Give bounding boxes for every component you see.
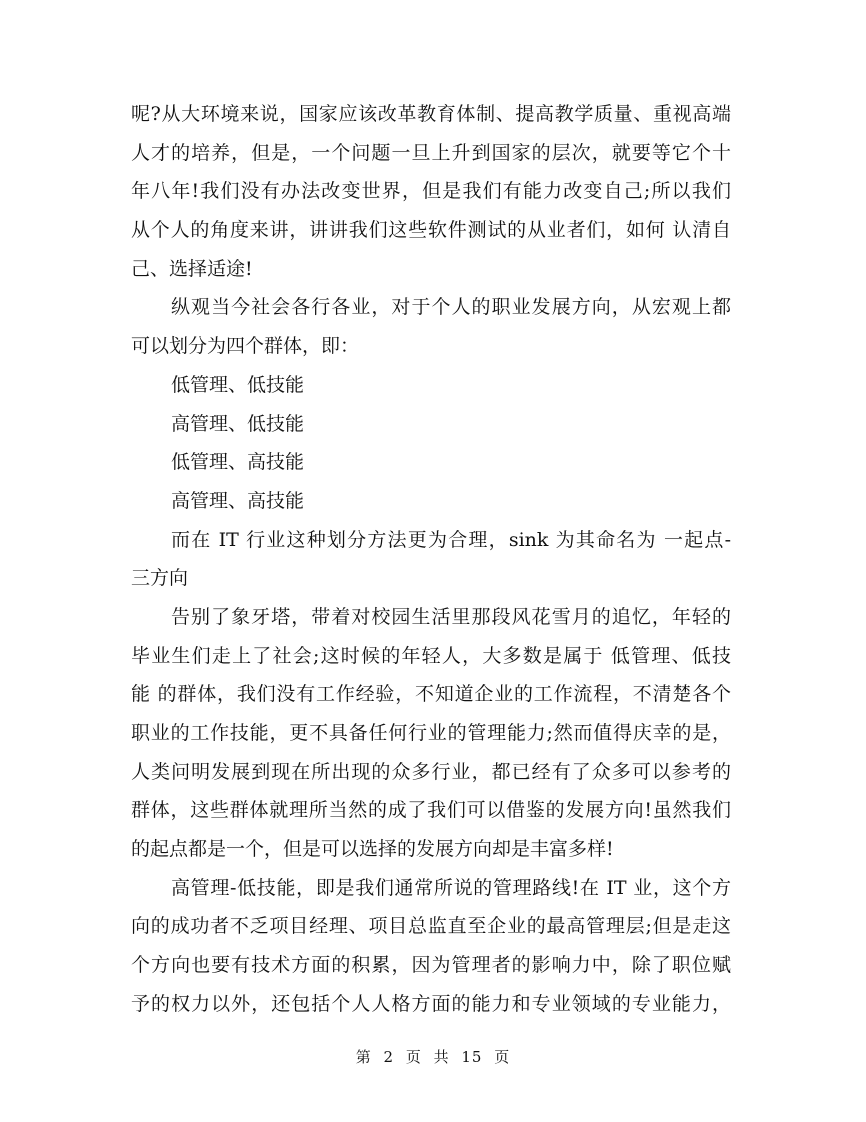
text-line: 高管理、高技能 xyxy=(171,489,305,512)
text-line: 三方向 xyxy=(131,567,189,590)
text-line: 毕业生们走上了社会;这时候的年轻人，大多数是属于 低管理、低技 xyxy=(131,644,731,667)
text-line: 低管理、高技能 xyxy=(171,451,305,474)
text-line: 向的成功者不乏项目经理、项目总监直至企业的最高管理层;但是走这 xyxy=(131,915,731,938)
text-line: 职业的工作技能，更不具备任何行业的管理能力;然而值得庆幸的是， xyxy=(131,722,731,744)
text-line: 人才的培养，但是，一个问题一旦上升到国家的层次，就要等它个十 xyxy=(131,141,731,164)
text-line: 呢?从大环境来说，国家应该改革教育体制、提高教学质量、重视高端 xyxy=(131,103,731,125)
text-line: 而在 IT 行业这种划分方法更为合理，sink 为其命名为 一起点- xyxy=(171,528,731,551)
text-line: 能 的群体，我们没有工作经验，不知道企业的工作流程，不清楚各个 xyxy=(131,683,731,706)
text-line: 个方向也要有技术方面的积累，因为管理者的影响力中，除了职位赋 xyxy=(131,954,731,977)
page-footer: 第 2 页 共 15 页 xyxy=(355,1048,511,1066)
body-text xyxy=(131,95,731,1024)
text-line: 人类问明发展到现在所出现的众多行业，都已经有了众多可以参考的 xyxy=(131,760,731,783)
text-line: 告别了象牙塔，带着对校园生活里那段风花雪月的追忆，年轻的 xyxy=(171,605,731,628)
text-line: 纵观当今社会各行各业，对于个人的职业发展方向，从宏观上都 xyxy=(171,296,731,319)
text-line: 高管理-低技能，即是我们通常所说的管理路线!在 IT 业，这个方 xyxy=(171,876,731,899)
text-line: 的起点都是一个，但是可以选择的发展方向却是丰富多样! xyxy=(131,838,614,861)
text-line: 可以划分为四个群体，即： xyxy=(131,335,360,358)
text-line: 予的权力以外，还包括个人人格方面的能力和专业领域的专业能力， xyxy=(131,992,731,1015)
text-line: 从个人的角度来讲，讲讲我们这些软件测试的从业者们，如何 认清自 xyxy=(131,219,731,242)
text-line: 低管理、低技能 xyxy=(171,373,305,396)
text-line: 己、选择适途! xyxy=(131,257,253,280)
text-line: 年八年!我们没有办法改变世界，但是我们有能力改变自己;所以我们 xyxy=(131,180,731,203)
text-line: 高管理、低技能 xyxy=(171,412,305,435)
text-line: 群体，这些群体就理所当然的成了我们可以借鉴的发展方向!虽然我们 xyxy=(131,799,731,822)
